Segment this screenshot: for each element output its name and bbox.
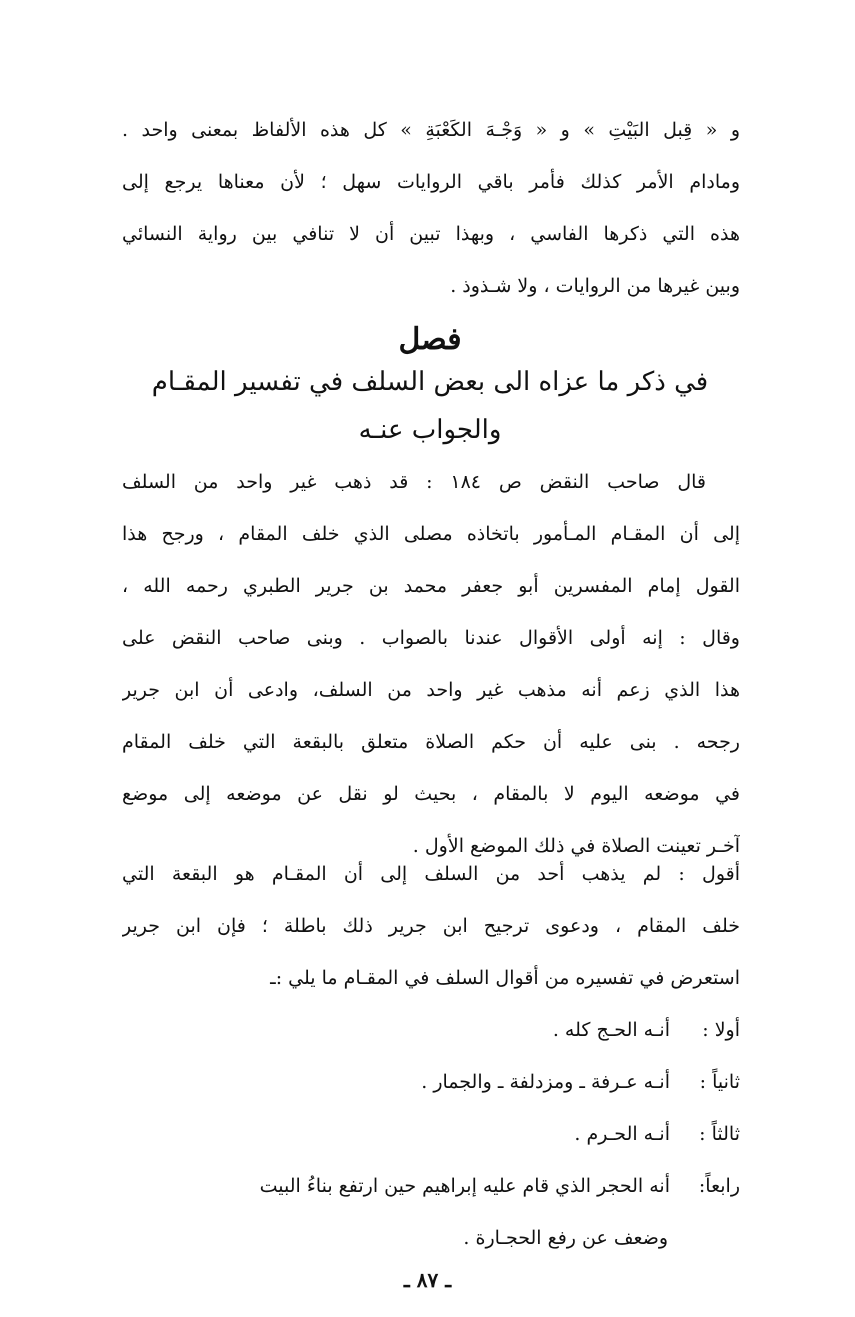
section-subtitle xyxy=(100,358,760,454)
list-item-text: أنـه الحـرم . xyxy=(574,1123,670,1145)
intro-line-4: وبين غيرها من الروايات ، ولا شـذوذ . xyxy=(450,275,740,297)
list-item-1 xyxy=(122,1004,740,1056)
intro-line-1: و « قِبل البَيْتِ » و « وَجْـهَ الكَعْبَةِ » كل هذه الألفاظ بمعنى واحد . xyxy=(122,119,740,141)
intro-paragraph xyxy=(122,104,740,312)
body-paragraph-2 xyxy=(122,848,740,1004)
list-item-text: أنـه عـرفة ـ ومزدلفة ـ والجمار . xyxy=(421,1071,670,1093)
para1-line-8: آخـر تعينت الصلاة في ذلك الموضع الأول . xyxy=(412,835,740,857)
list-item-4-continuation: وضعف عن رفع الحجـارة . xyxy=(463,1227,668,1249)
para1-line-6: رجحه . بنى عليه أن حكم الصلاة متعلق بالبقعة التي خلف المقام xyxy=(122,731,740,753)
para1-line-7: في موضعه اليوم لا بالمقام ، بحيث لو نقل عن موضعه إلى موضع xyxy=(122,783,740,805)
para1-line-4: وقال : إنه أولى الأقوال عندنا بالصواب . وبنى صاحب النقض على xyxy=(122,627,740,649)
list-item-4 xyxy=(122,1160,740,1212)
list-item-label: رابعاً: xyxy=(698,1175,740,1197)
section-title: فصل xyxy=(398,322,462,357)
para2-line-1: أقول : لم يذهب أحد من السلف إلى أن المقـام هو البقعة التي xyxy=(122,863,740,885)
body-paragraph-1 xyxy=(122,456,740,872)
para1-line-1: قال صاحب النقض ص ١٨٤ : قد ذهب غير واحد من السلف xyxy=(122,471,706,493)
section-subtitle-line-1: في ذكر ما عزاه الى بعض السلف في تفسير المقـام xyxy=(151,367,709,397)
intro-line-3: هذه التي ذكرها الفاسي ، وبهذا تبين أن لا تنافي بين رواية النسائي xyxy=(122,223,740,245)
page-number: ـ ٨٧ ـ xyxy=(403,1268,452,1292)
para2-line-2: خلف المقام ، ودعوى ترجيح ابن جرير ذلك باطلة ؛ فإن ابن جرير xyxy=(122,915,740,937)
para1-line-2: إلى أن المقـام المـأمور باتخاذه مصلى الذي خلف المقام ، ورجح هذا xyxy=(122,523,740,545)
list-item-label: أولا : xyxy=(702,1019,740,1041)
list-item-2 xyxy=(122,1056,740,1108)
section-subtitle-line-2: والجواب عنـه xyxy=(358,415,502,445)
list-item-text: أنه الحجر الذي قام عليه إبراهيم حين ارتفع بناءُ البيت xyxy=(259,1175,670,1197)
list-item-3 xyxy=(122,1108,740,1160)
interpretations-list xyxy=(122,1004,740,1264)
list-item-text: أنـه الحـج كله . xyxy=(552,1019,670,1041)
list-item-label: ثالثاً : xyxy=(699,1123,740,1145)
para1-line-3: القول إمام المفسرين أبو جعفر محمد بن جرير الطبري رحمه الله ، xyxy=(122,575,740,597)
intro-line-2: ومادام الأمر كذلك فأمر باقي الروايات سهل ؛ لأن معناها يرجع إلى xyxy=(122,171,740,193)
para2-line-3: استعرض في تفسيره من أقوال السلف في المقـام ما يلي :ـ xyxy=(270,967,740,989)
para1-line-5: هذا الذي زعم أنه مذهب غير واحد من السلف، وادعى أن ابن جرير xyxy=(122,679,740,701)
list-item-label: ثانياً : xyxy=(699,1071,740,1093)
